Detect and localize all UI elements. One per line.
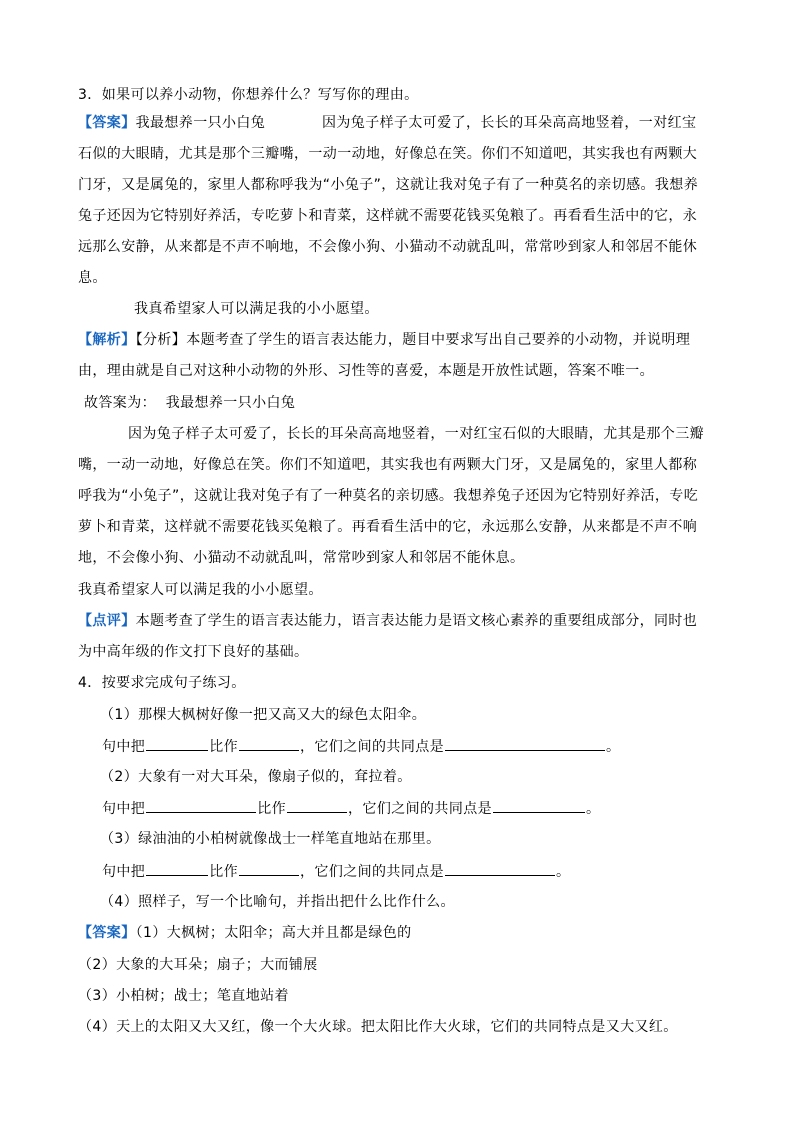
fill-text: 。 [556, 864, 571, 880]
analysis-tag: 【解析】 [78, 332, 136, 348]
comment-first-line [78, 610, 697, 632]
fill-text: 比作 [209, 864, 239, 880]
answer-blank[interactable] [287, 797, 347, 813]
comment-line: 为中高年级的作文打下良好的基础。 [78, 644, 309, 660]
final-answer-line: 萝卜和青菜，这样就不需要花钱买兔粮了。再看看生活中的它，永远那么安静，从来都是不声不响 [78, 519, 698, 535]
fill-line [102, 735, 620, 757]
fill-text: 。 [606, 739, 621, 755]
answer-title: 我最想养一只小白兔 [135, 115, 266, 131]
question-4: 4．按要求完成句子练习。 [78, 675, 246, 691]
analysis-text: 本题考查了学生的语言表达能力，题目中要求写出自己要养的小动物，并说明理 [186, 332, 691, 348]
fill-text: 句中把 [102, 801, 146, 817]
final-answer-first-line [84, 392, 295, 414]
q4-answer-line: （4）天上的太阳又大又红，像一个大火球。把太阳比作大火球，它们的共同特点是又大又红。 [78, 1019, 678, 1035]
comment-text: 本题考查了学生的语言表达能力，语言表达能力是语文核心素养的重要组成部分，同时也 [135, 613, 698, 629]
final-answer-line: 嘴，一动一动地，好像总在笑。你们不知道吧，其实我也有两颗大门牙，又是属兔的，家里人都称 [78, 457, 698, 473]
q4-answer-line: （2）大象的大耳朵；扇子；大而铺展 [78, 957, 318, 973]
answer-blank[interactable] [146, 797, 256, 813]
final-answer-prefix: 故答案为： [84, 395, 156, 411]
final-answer-line: 因为兔子样子太可爱了，长长的耳朵高高地竖着，一对红宝石似的大眼睛，尤其是那个三瓣 [128, 426, 704, 442]
answer-tag: 【答案】 [78, 115, 136, 131]
answer-blank[interactable] [146, 735, 208, 751]
question-3: 3．如果可以养小动物，你想养什么？写写你的理由。 [78, 87, 419, 103]
exercise-sentence: （2）大象有一对大耳朵，像扇子似的，耷拉着。 [100, 769, 412, 785]
fill-text: 比作 [257, 801, 287, 817]
exercise-sentence: （1）那棵大枫树好像一把又高又大的绿色太阳伞。 [100, 707, 427, 723]
fill-text: 。 [586, 801, 601, 817]
fill-line [102, 860, 570, 882]
final-answer-line: 呼我为“小兔子”，这就让我对兔子有了一种莫名的亲切感。我想养兔子还因为它特别好养活，专吃 [78, 488, 699, 504]
answer-line: 门牙，又是属兔的，家里人都称呼我为“小兔子”，这就让我对兔子有了一种莫名的亲切感。我想养 [78, 177, 699, 193]
fill-text: ，它们之间的共同点是 [348, 801, 493, 817]
analysis-line: 由，理由就是自己对这种小动物的外形、习性等的喜爱，本题是开放性试题，答案不唯一。 [78, 363, 654, 379]
final-answer-title: 我最想养一只小白兔 [165, 395, 296, 411]
answer-blank[interactable] [445, 735, 605, 751]
q4-answer-tag: 【答案】 [78, 925, 136, 941]
answer-blank[interactable] [493, 797, 585, 813]
exercise-sentence: （3）绿油油的小柏树就像战士一样笔直地站在那里。 [100, 831, 441, 847]
answer-line: 因为兔子样子太可爱了，长长的耳朵高高地竖着，一对红宝 [322, 115, 697, 131]
fill-text: ，它们之间的共同点是 [300, 864, 445, 880]
q4-answer-text: （1）大枫树；太阳伞；高大并且都是绿色的 [135, 925, 412, 941]
fill-text: ，它们之间的共同点是 [300, 739, 445, 755]
q4-answer-first-line [78, 922, 412, 944]
answer-blank[interactable] [239, 860, 299, 876]
final-answer-line: 地，不会像小狗、小猫动不动就乱叫，常常吵到家人和邻居不能休息。 [78, 550, 525, 566]
fill-text: 比作 [209, 739, 239, 755]
exercise-instruction: （4）照样子，写一个比喻句，并指出把什么比作什么。 [100, 894, 455, 910]
analysis-first-line [78, 329, 690, 351]
answer-line: 兔子还因为它特别好养活，专吃萝卜和青菜，这样就不需要花钱买兔粮了。再看看生活中的它，永 [78, 208, 698, 224]
answer-line: 息。 [78, 270, 107, 286]
fill-line [102, 797, 600, 819]
answer-end: 我真希望家人可以满足我的小小愿望。 [134, 301, 379, 317]
fill-text: 句中把 [102, 739, 146, 755]
answer-line: 石似的大眼睛，尤其是那个三瓣嘴，一动一动地，好像总在笑。你们不知道吧，其实我也有两颗大 [78, 146, 698, 162]
analysis-sub-tag: 【分析】 [135, 332, 187, 348]
answer-line: 远那么安静，从来都是不声不响地，不会像小狗、小猫动不动就乱叫，常常吵到家人和邻居不能休 [78, 239, 698, 255]
answer-first-line [78, 112, 265, 134]
answer-blank[interactable] [239, 735, 299, 751]
comment-tag: 【点评】 [78, 613, 136, 629]
answer-blank[interactable] [146, 860, 208, 876]
q4-answer-line: （3）小柏树；战士；笔直地站着 [78, 988, 289, 1004]
final-answer-line: 我真希望家人可以满足我的小小愿望。 [78, 582, 323, 598]
answer-blank[interactable] [445, 860, 555, 876]
fill-text: 句中把 [102, 864, 146, 880]
